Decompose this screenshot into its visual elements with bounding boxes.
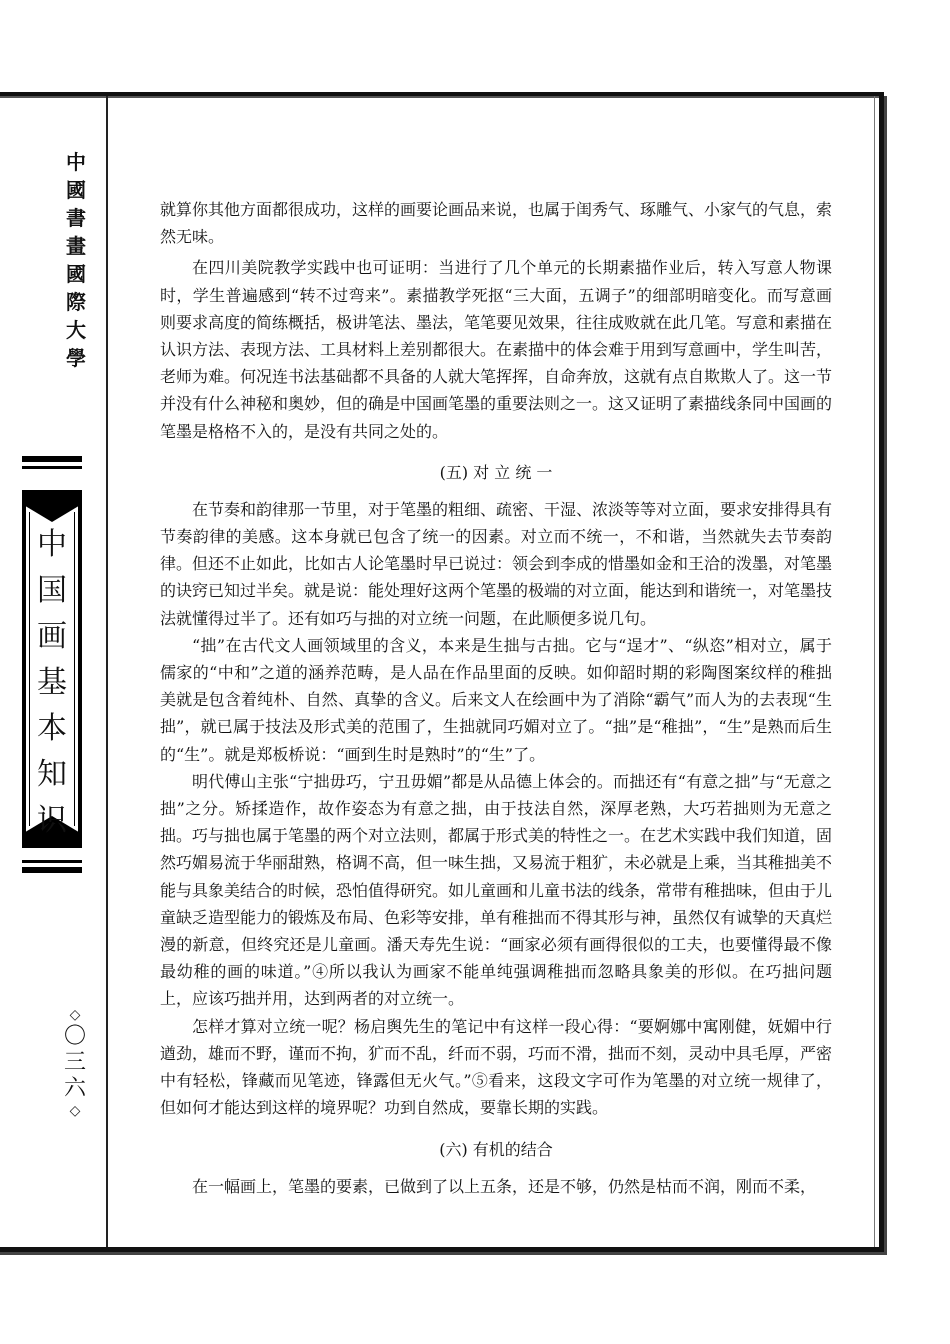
paragraph: 在一幅画上，笔墨的要素，已做到了以上五条，还是不够，仍然是枯而不润，刚而不柔， bbox=[192, 1176, 817, 1196]
body-text bbox=[160, 196, 832, 1200]
diamond-ornament-icon: ◇ bbox=[69, 1103, 81, 1119]
paragraph: 明代傅山主张“宁拙毋巧，宁丑毋媚”都是从品德上体会的。而拙还有“有意之拙”与“无意之拙”之分。矫揉造作，故作姿态为有意之拙，由于技法自然，深厚老熟，大巧若拙则为无意之拙。巧与拙也属于笔墨的两个对立法则，都属于形式美的特性之一。在艺术实践中我们知道，固然巧媚易流于华丽甜熟，格调不高，但一味生拙，又易流于粗犷，未必就是上乘，当其稚拙美不能与具象美结合的时候，恐怕值得研究。如儿童画和儿童书法的线条，常带有稚拙味，但由于儿童缺乏造型能力的锻炼及布局、色彩等安排，单有稚拙而不得其形与神，虽然仅有诚挚的天真烂漫的新意，但终究还是儿童画。潘天寿先生说：“画家必须有画得很似的工夫，也要懂得最不像最幼稚的画的味道。”④所以我认为画家不能单纯强调稚拙而忽略具象美的形似。在巧拙问题上，应该巧拙并用，达到两者的对立统一。 bbox=[160, 771, 833, 1009]
paragraph: 就算你其他方面都很成功，这样的画要论画品来说，也属于闺秀气、琢雕气、小家气的气息，索然无味。 bbox=[160, 200, 833, 247]
institution-char: 學 bbox=[66, 346, 86, 370]
page-number bbox=[55, 1006, 95, 1120]
margin-divider-right bbox=[874, 96, 875, 1247]
book-title-char: 知 bbox=[37, 757, 67, 792]
institution-char: 大 bbox=[66, 318, 86, 342]
institution-char: 際 bbox=[66, 290, 86, 314]
institution-char: 國 bbox=[66, 262, 86, 286]
page-number-digit: 三 bbox=[63, 1050, 86, 1075]
book-title-char: 国 bbox=[37, 573, 67, 608]
page-number-digit: 〇 bbox=[63, 1024, 86, 1049]
institution-char: 國 bbox=[66, 178, 86, 202]
book-title-char: 画 bbox=[37, 619, 67, 654]
page-frame-right-shadow bbox=[884, 96, 887, 1255]
paragraph: 在四川美院教学实践中也可证明：当进行了几个单元的长期素描作业后，转入写意人物课时，学生普遍感到“转不过弯来”。素描教学死抠“三大面，五调子”的细部明暗变化。而写意画则要求高度的简练概括，极讲笔法、墨法，笔笔要见效果，往往成败就在此几笔。写意和素描在认识方法、表现方法、工具材料上差别都很大。在素描中的体会难于用到写意画中，学生叫苦，老师为难。何况连书法基础都不具备的人就大笔挥挥，自命奔放，这就有点自欺欺人了。这一节并没有什么神秘和奥妙，但的确是中国画笔墨的重要法则之一。这又证明了素描线条同中国画的笔墨是格格不入的，是没有共同之处的。 bbox=[160, 258, 833, 441]
institution-char: 中 bbox=[66, 150, 86, 174]
institution-title bbox=[62, 148, 90, 372]
book-title-char: 识 bbox=[37, 803, 67, 838]
book-title-char: 中 bbox=[37, 527, 67, 562]
section-heading: (五) 对 立 统 一 bbox=[439, 462, 553, 482]
diamond-ornament-icon: ◇ bbox=[69, 1007, 81, 1023]
paragraph: 在节奏和韵律那一节里，对于笔墨的粗细、疏密、干湿、浓淡等等对立面，要求安排得具有节奏韵律的美感。这本身就已包含了统一的因素。对立而不统一，不和谐，当然就失去节奏韵律。但还不止如此，比如古人论笔墨时早已说过：领会到李成的惜墨如金和王洽的泼墨，对笔墨的诀窍已知过半矣。就是说：能处理好这两个笔墨的极端的对立面，能达到和谐统一，对笔墨技法就懂得过半了。还有如巧与拙的对立统一问题，在此顺便多说几句。 bbox=[160, 499, 833, 628]
emblem-bar-bottom-1 bbox=[22, 860, 82, 863]
emblem-bar-top-2 bbox=[22, 466, 82, 469]
book-title-char: 基 bbox=[37, 665, 67, 700]
institution-char: 書 bbox=[66, 206, 86, 230]
institution-char: 畫 bbox=[66, 234, 86, 258]
paragraph: “拙”在古代文人画领域里的含义，本来是生拙与古拙。它与“逞才”、“纵恣”相对立，属于儒家的“中和”之道的涵养范畴，是人品在作品里面的反映。如仰韶时期的彩陶图案纹样的稚拙美就是包含着纯朴、自然、真挚的含义。后来文人在绘画中为了消除“霸气”而人为的去表现“生拙”，就已属于技法及形式美的范围了，生拙就同巧媚对立了。“拙”是“稚拙”，“生”是熟而后生的“生”。就是郑板桥说：“画到生时是熟时”的“生”了。 bbox=[160, 635, 832, 764]
margin-divider-left bbox=[106, 96, 108, 1247]
page-frame-top-shadow bbox=[0, 96, 887, 98]
paragraph: 怎样才算对立统一呢？杨启舆先生的笔记中有这样一段心得：“要婀娜中寓刚健，妩媚中行遒劲，雄而不野，谨而不拘，犷而不乱，纤而不弱，巧而不滑，拙而不刻，灵动中具毛厚，严密中有轻松，锋藏而见笔迹，锋露但无火气。”⑤看来，这段文字可作为笔墨的对立统一规律了，但如何才能达到这样的境界呢？功到自然成，要靠长期的实践。 bbox=[160, 1016, 833, 1118]
emblem-bar-bottom-2 bbox=[22, 867, 82, 873]
book-title-char: 本 bbox=[37, 711, 67, 746]
section-heading: (六) 有机的结合 bbox=[439, 1139, 553, 1159]
book-title bbox=[22, 522, 82, 844]
emblem-bar-top-1 bbox=[22, 456, 82, 462]
page-frame-bottom-shadow bbox=[0, 1252, 887, 1255]
page-number-digit: 六 bbox=[63, 1076, 86, 1101]
